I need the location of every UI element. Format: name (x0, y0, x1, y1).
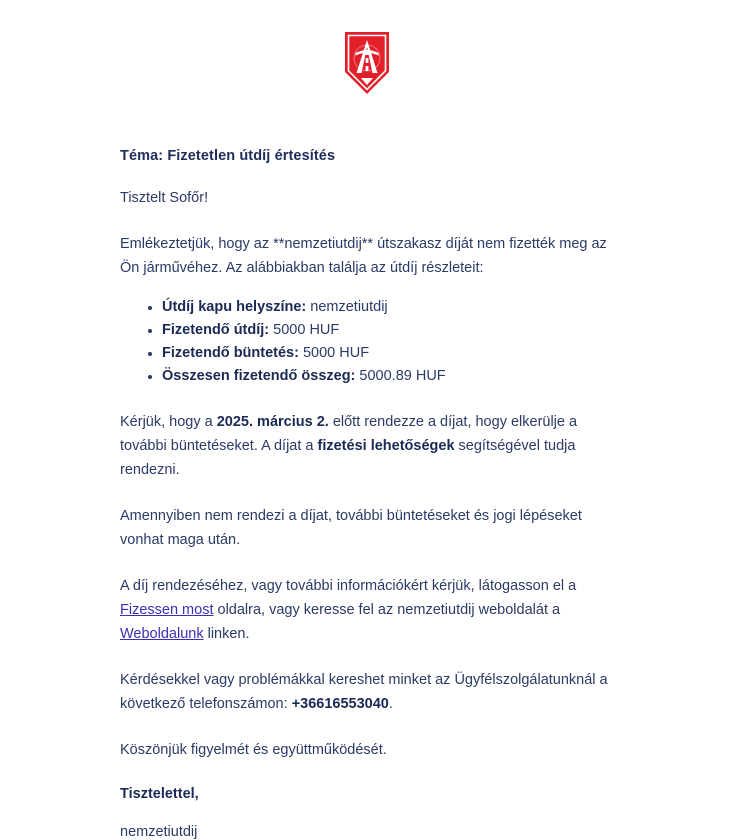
detail-value: 5000.89 HUF (359, 368, 446, 384)
contact-paragraph (120, 646, 613, 716)
closing-line: Tisztelettel, (120, 786, 199, 802)
motorway-shield-logo (343, 30, 391, 96)
intro-paragraph: Emlékeztetjük, hogy az **nemzetiutdij** útszakasz díját nem fizették meg az Ön járművéhez. Az alábbiakban találja az útdíj részleteit: (120, 236, 607, 276)
deadline-paragraph (120, 388, 613, 482)
toll-details-list (120, 280, 613, 388)
links-text-before: A díj rendezéséhez, vagy további információkért kérjük, látogasson el a (120, 578, 577, 594)
detail-label: Fizetendő útdíj: (162, 322, 270, 338)
detail-label: Fizetendő büntetés: (162, 345, 299, 361)
links-text-middle: oldalra, vagy keresse fel az nemzetiutdij weboldalát a (213, 602, 561, 618)
phone-number: +36616553040 (291, 696, 389, 712)
detail-value: 5000 HUF (302, 345, 370, 361)
list-item (148, 365, 613, 388)
detail-label: Összesen fizetendő összeg: (162, 368, 356, 384)
payment-options-emphasis: fizetési lehetőségek (317, 438, 455, 454)
greeting: Tisztelt Sofőr! (120, 190, 209, 206)
pay-now-link[interactable]: Fizessen most (120, 602, 214, 618)
website-link[interactable]: Weboldalunk (120, 626, 204, 642)
email-subject: Téma: Fizetetlen útdíj értesítés (120, 148, 336, 164)
warning-paragraph: Amennyiben nem rendezi a díjat, további büntetéseket és jogi lépéseket vonhat maga után. (120, 508, 582, 548)
logo-header (0, 0, 733, 96)
deadline-date: 2025. március 2. (216, 414, 329, 430)
email-content (0, 96, 733, 840)
signature-name: nemzetiutdij (120, 824, 198, 840)
deadline-text-after: segítségével tudja rendezni. (120, 438, 576, 478)
contact-text-after: . (388, 696, 393, 712)
list-item (148, 296, 613, 319)
links-paragraph (120, 552, 613, 646)
links-text-after: linken. (203, 626, 250, 642)
deadline-text-before: Kérjük, hogy a (120, 414, 217, 430)
detail-label: Útdíj kapu helyszíne: (162, 299, 307, 315)
list-item (148, 342, 613, 365)
contact-text-before: Kérdésekkel vagy problémákkal kereshet minket az Ügyfélszolgálatunknál a következő telefonszámon: (120, 672, 608, 712)
deadline-text-middle: előtt rendezze a díjat, hogy elkerülje a további büntetéseket. A díjat a (120, 414, 578, 454)
detail-value: 5000 HUF (273, 322, 340, 338)
list-item (148, 319, 613, 342)
thanks-paragraph: Köszönjük figyelmét és együttműködését. (120, 742, 387, 758)
detail-value: nemzetiutdij (310, 299, 388, 315)
